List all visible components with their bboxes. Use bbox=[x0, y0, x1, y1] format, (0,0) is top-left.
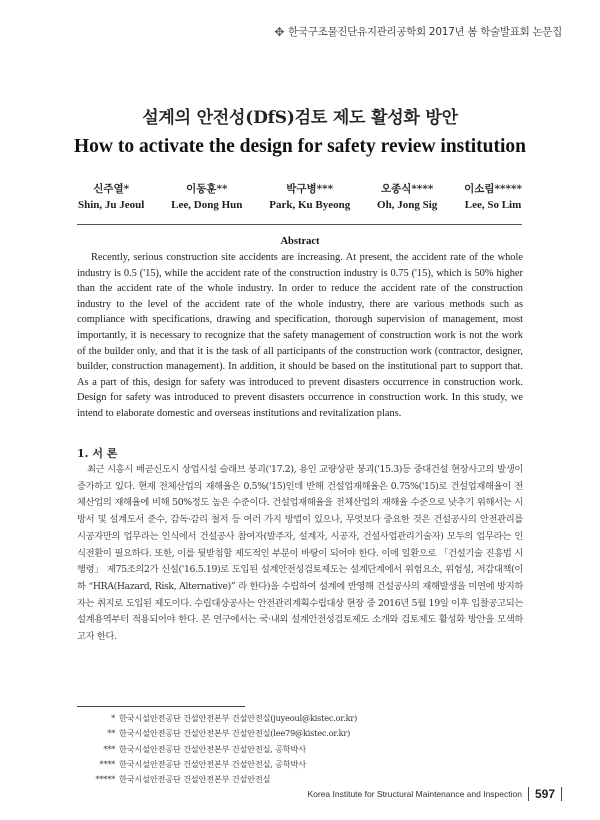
footnote bbox=[77, 742, 427, 757]
author-name-english: Shin, Ju Jeoul bbox=[78, 199, 145, 211]
author-name-english: Park, Ku Byeong bbox=[269, 199, 351, 211]
author-name-korean: 이동훈** bbox=[186, 183, 228, 195]
author-5 bbox=[464, 181, 522, 211]
running-footer bbox=[307, 787, 562, 801]
author-1 bbox=[78, 181, 144, 211]
header-title: 한국구조물진단유지관리공학회 2017년 봄 학술발표회 논문집 bbox=[288, 26, 562, 38]
title-english: How to activate the design for safety review institution bbox=[73, 136, 527, 157]
footnote-mark: **** bbox=[99, 758, 115, 769]
footnote-text: 한국시설안전공단 건설안전본부 건설안전실, 공학박사 bbox=[119, 758, 306, 769]
author-2 bbox=[171, 181, 242, 211]
abstract-text: Recently, serious construction site accidents are increasing. At present, the accident rate of the whole industry is 0.5 ('15), while the accident rate of the construction industry is 0.75 ('15), which is 50% higher than the accident rate of the whole industry. In order to reduce the accident rate of the construction industry to the level of the accident rate of the whole industry, there are various methods such as compliance with specifications, drawing and specification, thorough supervision of management, most importantly, it is necessary to recognize that the safety management of construction work is not the work of the builder only, and that it is the task of all participants of the construction work (contractor, designer, builder, construction management). In addition, it should be based on the institutional part to support that. As a part of this, design for safety was introduced to prevent disasters occurrence in construction work. Design for safety was introduced to prevent disasters occurrence in construction work. In this study, we intend to elaborate domestic and overseas institutions and revitalization plans. bbox=[77, 252, 523, 419]
section-heading: 1. 서 론 bbox=[77, 447, 118, 460]
title-korean: 설계의 안전성(DfS)검토 제도 활성화 방안 bbox=[142, 108, 458, 128]
footer-institution: Korea Institute for Structural Maintenance and Inspection bbox=[307, 789, 522, 799]
footnote-divider bbox=[77, 706, 245, 707]
footer-separator bbox=[528, 787, 529, 801]
footer-bar bbox=[561, 787, 562, 801]
author-name-korean: 박구병*** bbox=[286, 183, 334, 195]
footnote bbox=[77, 757, 427, 772]
author-list bbox=[78, 181, 522, 211]
footnote-mark: ***** bbox=[95, 774, 115, 785]
footnote-mark: * bbox=[111, 713, 115, 723]
author-name-korean: 오종식**** bbox=[380, 183, 434, 195]
author-name-korean: 신주열* bbox=[93, 183, 130, 195]
footnotes bbox=[77, 711, 427, 787]
footnote-mark: *** bbox=[103, 743, 115, 754]
flower-icon: ✥ bbox=[274, 24, 285, 39]
section-body-text: 최근 시흥시 배곧신도시 상업시설 슬래브 붕괴('17.2), 용인 교량상판 붕괴('15.3)등 중대건설 현장사고의 발생이 증가하고 있다. 현재 전체산업의 재해율은 0.5%('15)인데 반해 건설업재해율은 0.75%('15)로 건설업재해율이 전체산업의 재해율에 비해 50%정도 높은 수준이다. 건설업재해율을 전체산업의 재해율 수준으로 낮추기 위해서는 시방서 및 설계도서 준수, 감독·감리 철저 등 여러 가지 방법이 있으나, 무엇보다 중요한 것은 건설공사의 안전관리를 시공자만의 업무라는 인식에서 건설공사 참여자(발주자, 설계자, 시공자, 건설사업관리기술자) 모두의 업무라는 인식전환이 필요하다. 또한, 이를 뒷받침할 제도적인 부분이 바탕이 되어야 한다. 이에 일환으로 「건설기술 진흥법 시행령」 제75조의2가 신설('16.5.19)로 도입된 설계안전성검토제도는 설계단계에서 위험요소, 위험성, 저감대책(이하 “HRA(Hazard, Risk, Alternative)” 라 한다)을 수립하여 설계에 반영해 건설공사의 재해발생을 미연에 방지하자는 취지로 도입된 제도이다. 수립대상공사는 안전관리계획수립대상 현장 중 2016년 5월 19일 이후 입찰공고되는 설계용역부터 적용되어야 한다. 본 연구에서는 국·내외 설계안전성검토제도 소개와 검토제도 활성화 방안을 모색하고자 한다. bbox=[77, 464, 523, 643]
footnote bbox=[77, 726, 427, 741]
footnote-text: 한국시설안전공단 건설안전본부 건설안전실(juyeoul@kistec.or.kr) bbox=[119, 713, 358, 723]
page-number: 597 bbox=[534, 787, 555, 801]
footnote bbox=[77, 711, 427, 726]
footnote-text: 한국시설안전공단 건설안전본부 건설안전실(lee79@kistec.or.kr) bbox=[119, 728, 351, 739]
author-3 bbox=[269, 181, 350, 211]
abstract-heading: Abstract bbox=[280, 236, 320, 247]
footnote-text: 한국시설안전공단 건설안전본부 건설안전실 bbox=[119, 774, 271, 785]
divider bbox=[77, 224, 522, 225]
footnote-mark: ** bbox=[107, 728, 115, 739]
author-name-english: Oh, Jong Sig bbox=[377, 199, 438, 211]
author-name-english: Lee, Dong Hun bbox=[171, 199, 243, 211]
running-header bbox=[274, 24, 562, 39]
author-name-english: Lee, So Lim bbox=[464, 199, 522, 211]
footnote bbox=[77, 772, 427, 787]
author-name-korean: 이소림***** bbox=[464, 183, 522, 195]
footnote-text: 한국시설안전공단 건설안전본부 건설안전실, 공학박사 bbox=[119, 743, 306, 754]
author-4 bbox=[377, 181, 437, 211]
